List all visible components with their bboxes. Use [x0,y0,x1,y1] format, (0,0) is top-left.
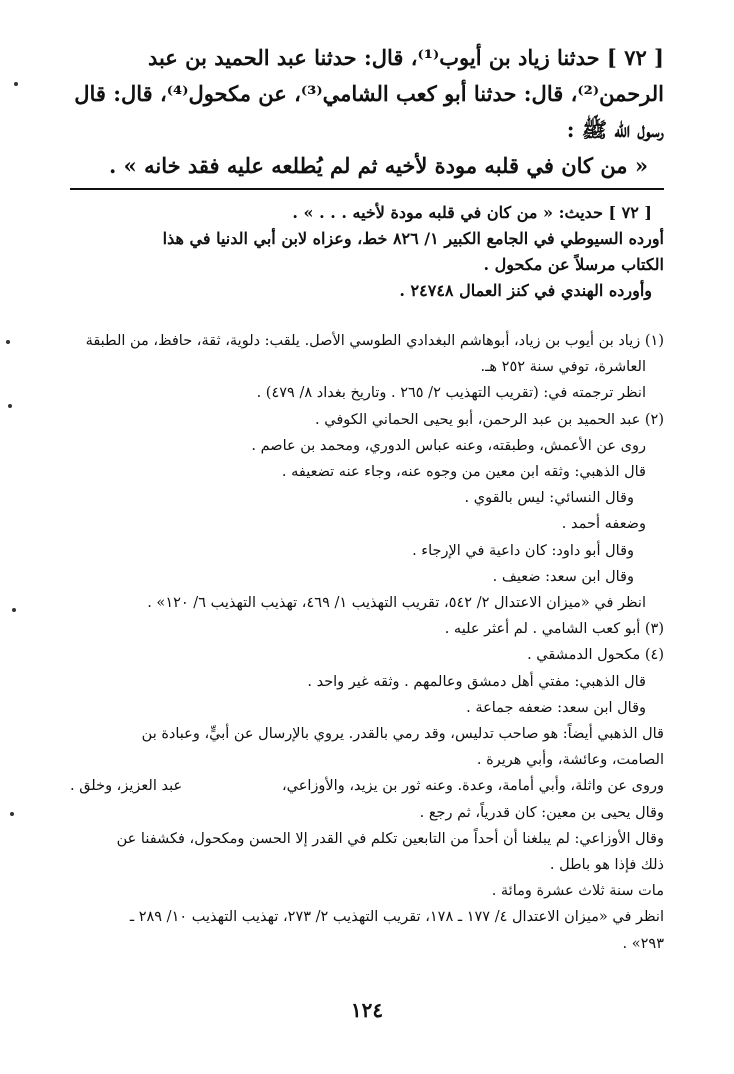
hadith-line: رسول الله ﷺ : [566,117,664,142]
footnote-line: قال الذهبي: مفتي أهل دمشق وعالمهم . وثقه غير واحد . [307,673,646,690]
footnote-split-line [70,773,664,799]
footnote-line: وقال يحيى بن معين: كان قدرياً، ثم رجع . [419,804,664,821]
footnote-line: روى عن الأعمش، وطبقته، وعنه عباس الدوري، ومحمد بن عاصم . [251,437,646,454]
footnote-line: الصامت، وعائشة، وأبي هريرة . [476,752,664,769]
footnote-line: (٢) عبد الحميد بن عبد الرحمن، أبو يحيى الحماني الكوفي . [315,411,664,428]
footnote-line-right: وروى عن واثلة، وأبي أمامة، وعدة. وعنه ثور بن يزيد، والأوزاعي، [281,778,664,795]
footnote-line-left: عبد العزيز، وخلق . [70,778,183,795]
footnote-line: (٤) مكحول الدمشقي . [527,647,664,664]
hadith-line: [ ٧٢ ] حدثنا زياد بن أيوب⁽¹⁾، قال: حدثنا عبد الحميد بن عبد [147,45,664,70]
hadith-matn: « من كان في قلبه مودة لأخيه ثم لم يُطلعه عليه فقد خانه » . [109,153,648,178]
takhrij-line: الكتاب مرسلاً عن مكحول . [483,255,664,274]
margin-dot [6,340,10,344]
footnote-line: وقال النسائي: ليس بالقوي . [464,490,634,507]
margin-dot [12,608,16,612]
footnote-line: ذلك فإذا هو باطل . [549,857,664,874]
footnote-line: قال الذهبي أيضاً: هو صاحب تدليس، وقد رمي بالقدر. يروي بالإرسال عن أبيٍّ، وعبادة بن [141,726,664,743]
document-page [70,40,664,1040]
takhrij-line: [ ٧٢ ] حديث: « من كان في قلبه مودة لأخيه . . . » . [292,203,652,222]
takhrij-section [70,200,664,304]
takhrij-line: وأورده الهندي في كنز العمال ٢٤٧٤٨ . [399,281,652,300]
hadith-line: الرحمن⁽²⁾، قال: حدثنا أبو كعب الشامي⁽³⁾، عن مكحول⁽⁴⁾، قال: قال [74,81,664,106]
footnote-line: وضعفه أحمد . [561,516,646,533]
footnote-line: العاشرة، توفي سنة ٢٥٢ هـ. [480,359,646,376]
footnote-line: انظر ترجمته في: (تقريب التهذيب ٢/ ٢٦٥ . وتاريخ بغداد ٨/ ٤٧٩) . [256,385,646,402]
footnote-line: مات سنة ثلاث عشرة ومائة . [491,883,664,900]
footnote-line: قال الذهبي: وثقه ابن معين من وجوه عنه، وجاء عنه تضعيفه . [281,464,646,481]
footnote-line: انظر في «ميزان الاعتدال ٤/ ١٧٧ ـ ١٧٨، تقريب التهذيب ٢/ ٢٧٣، تهذيب التهذيب ١٠/ ٢٨٩ ـ [129,909,664,926]
separator-rule [70,188,664,190]
footnote-line: (١) زياد بن أيوب بن زياد، أبوهاشم البغدادي الطوسي الأصل. يلقب: دلوية، ثقة، حافظ، من الطبقة [85,333,664,349]
footnote-line: (٣) أبو كعب الشامي . لم أعثر عليه . [444,621,664,638]
footnote-line: وقال الأوزاعي: لم يبلغنا أن أحداً من التابعين تكلم في القدر إلا الحسن ومكحول، فكشفنا عن [116,830,664,847]
margin-dot [10,812,14,816]
footnote-line: وقال ابن سعد: ضعيف . [492,568,634,585]
footnote-line: ٢٩٣» . [622,935,664,952]
hadith-text [70,40,664,184]
footnote-line: وقال ابن سعد: ضعفه جماعة . [466,699,646,716]
takhrij-line: أورده السيوطي في الجامع الكبير ١/ ٨٢٦ خط، وعزاه لابن أبي الدنيا في هذا [162,229,664,248]
page-number: ١٢٤ [350,998,384,1022]
footnote-line: وقال أبو داود: كان داعية في الإرجاء . [412,542,634,559]
footnotes [70,328,664,957]
margin-dot [8,404,12,408]
footnote-line: انظر في «ميزان الاعتدال ٢/ ٥٤٢، تقريب التهذيب ١/ ٤٦٩، تهذيب التهذيب ٦/ ١٢٠» . [147,595,646,612]
margin-dot [14,82,18,86]
